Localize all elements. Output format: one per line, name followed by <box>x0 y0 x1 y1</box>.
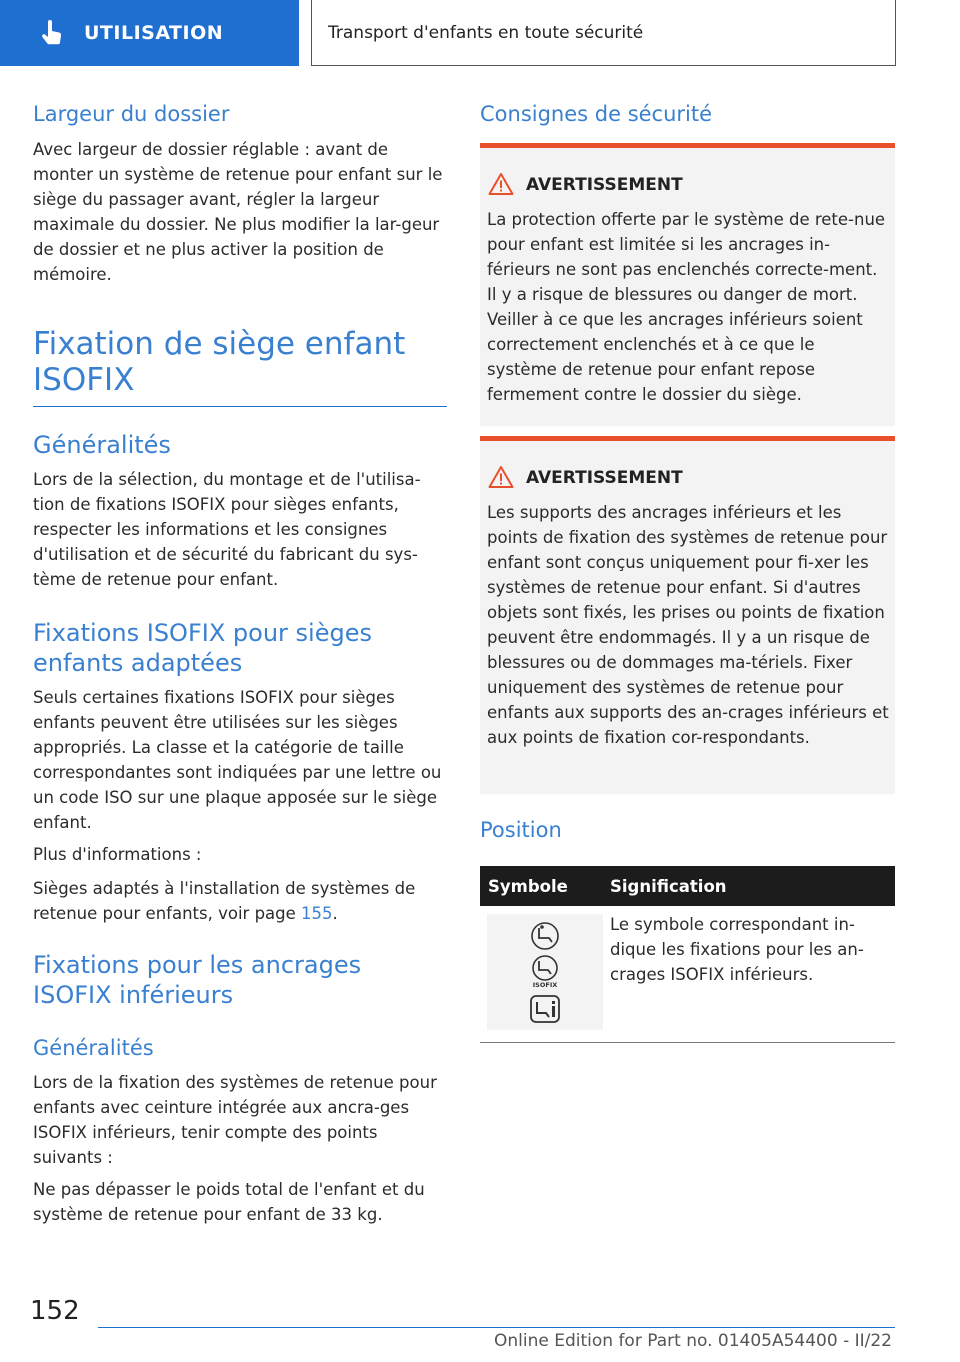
sieges-adaptes-text: Sièges adaptés à l'installation de systèmes de retenue pour enfants, voir page <box>33 879 416 923</box>
heading-largeur-dossier: Largeur du dossier <box>33 102 230 126</box>
table-bottom-rule <box>480 1042 895 1043</box>
heading-position: Position <box>480 818 562 842</box>
isofix-info-icon <box>531 996 559 1022</box>
heading-fixation-line2: ISOFIX <box>33 362 135 398</box>
heading-fixation-isofix <box>33 326 447 398</box>
position-table <box>480 866 895 1042</box>
paragraph-fixations-adaptees: Seuls certaines fixations ISOFIX pour sièges enfants peuvent être utilisées sur les sièges appropriés. La classe et la catégorie de taille correspondantes sont indiquées par une lettre ou un code ISO sur une plaque apposée sur le siège enfant. <box>33 688 442 832</box>
isofix-label-icon <box>533 956 558 989</box>
page-header <box>0 0 960 66</box>
chapter-title: Transport d'enfants en toute sécurité <box>328 22 644 43</box>
page-number: 152 <box>30 1296 80 1326</box>
footer-edition: Online Edition for Part no. 01405A54400 - II/22 <box>493 1331 892 1351</box>
paragraph-sieges-adaptes <box>33 876 447 926</box>
warning-triangle-icon <box>488 465 514 489</box>
chapter-box <box>311 0 896 66</box>
warning-body-1: La protection offerte par le système de rete-nue pour enfant est limitée si les ancrages in-férieurs ne sont pas enclenchés correcte-ment. Il y a risque de blessures ou danger de mort. Veiller à ce que les ancrages inférieurs soient correctement enclenchés et à ce que le système de retenue pour enfant repose fermement contre le dossier du siège. <box>487 210 886 404</box>
warning-triangle-icon <box>488 172 514 196</box>
table-header <box>480 866 895 906</box>
table-row <box>480 906 895 1042</box>
heading-ancrages-isofix: Fixations pour les ancrages ISOFIX inférieurs <box>33 951 362 1009</box>
isofix-symbols <box>487 914 603 1030</box>
page-ref-suffix: . <box>332 904 338 923</box>
heading-fixation-line1: Fixation de siège enfant <box>33 326 406 362</box>
column-header-symbole: Symbole <box>488 876 568 896</box>
warning-title-2: AVERTISSEMENT <box>526 468 683 488</box>
heading-fixations-adaptees: Fixations ISOFIX pour sièges enfants adaptées <box>33 619 372 677</box>
touch-hand-icon <box>34 15 70 51</box>
isofix-seat-circle-icon <box>532 923 558 949</box>
paragraph-largeur-dossier: Avec largeur de dossier réglable : avant de monter un système de retenue pour enfant sur le siège du passager avant, régler la largeur maximale du dossier. Ne plus modifier la lar-geur de dossier et ne plus activer la position de mémoire. <box>33 140 443 284</box>
page-reference-link[interactable]: 155 <box>301 904 333 923</box>
warning-box-2 <box>480 436 895 794</box>
heading-generalites: Généralités <box>33 431 171 459</box>
paragraph-plus-info: Plus d'informations : <box>33 845 202 864</box>
section-label: UTILISATION <box>84 22 224 44</box>
table-cell-meaning: Le symbole correspondant in-dique les fixations pour les an-crages ISOFIX inférieurs. <box>610 915 864 984</box>
footer-rule <box>98 1327 895 1328</box>
warning-box-1 <box>480 143 895 426</box>
column-header-signification: Signification <box>610 876 727 896</box>
paragraph-poids: Ne pas dépasser le poids total de l'enfant et du système de retenue pour enfant de 33 kg. <box>33 1180 425 1224</box>
warning-title-1: AVERTISSEMENT <box>526 175 683 195</box>
heading-generalites-2: Généralités <box>33 1036 154 1060</box>
paragraph-generalites: Lors de la sélection, du montage et de l'utilisa-tion de fixations ISOFIX pour sièges enfants, respecter les informations et les consignes d'utilisation et de sécurité du fabricant du sys-tème de retenue pour enfant. <box>33 470 421 589</box>
isofix-label: ISOFIX <box>532 981 558 989</box>
paragraph-generalites-2: Lors de la fixation des systèmes de retenue pour enfants avec ceinture intégrée aux ancra-ges ISOFIX inférieurs, tenir compte des points suivants : <box>33 1073 437 1167</box>
warning-body-2: Les supports des ancrages inférieurs et les points de fixation des systèmes de retenue pour enfant sont conçus uniquement pour fi-xer les systèmes de retenue pour enfant. Si d'autres objets sont fixés, les prises ou points de fixation peuvent être endommagés. Il y a un risque de blessures ou de dommages ma-tériels. Fixer uniquement des systèmes de retenue pour enfants aux supports des an-crages inférieurs et aux points de fixation cor-respondants. <box>487 503 889 747</box>
section-tab <box>0 0 299 66</box>
heading-consignes: Consignes de sécurité <box>480 102 713 126</box>
heading-underline <box>33 406 447 407</box>
